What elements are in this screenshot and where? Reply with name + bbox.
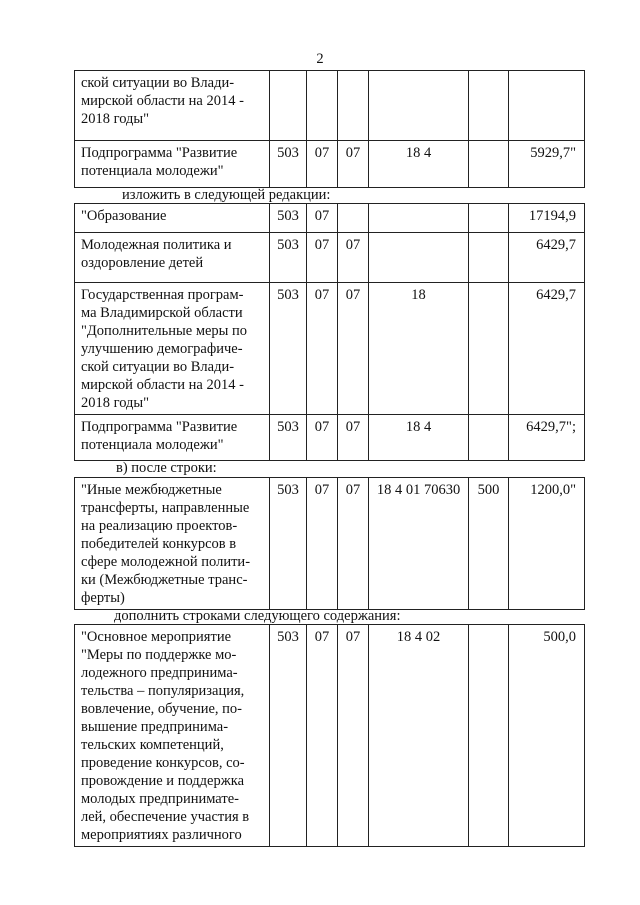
value-cell-c3: 07 [338, 415, 369, 461]
value-cell-sum: 6429,7 [509, 283, 585, 415]
table-row [75, 478, 585, 610]
value-cell-sum [509, 71, 585, 141]
row-label-cell: ской ситуации во Влади- мирской области на 2014 - 2018 годы" [75, 71, 270, 141]
budget-table-4 [74, 624, 585, 847]
value-cell-c2: 07 [307, 283, 338, 415]
value-cell-c1: 503 [270, 625, 307, 847]
value-cell-c3: 07 [338, 625, 369, 847]
value-cell-c5 [469, 204, 509, 233]
row-label-cell: Подпрограмма "Развитие потенциала молодежи" [75, 141, 270, 188]
value-cell-sum: 6429,7"; [509, 415, 585, 461]
value-cell-c4: 18 4 [369, 141, 469, 188]
value-cell-c1: 503 [270, 415, 307, 461]
value-cell-c3 [338, 204, 369, 233]
value-cell-c3 [338, 71, 369, 141]
value-cell-c5 [469, 283, 509, 415]
value-cell-c1: 503 [270, 204, 307, 233]
row-label-cell: Государственная програм- ма Владимирской области "Дополнительные меры по улучшению демографиче- ской ситуации во Влади- мирской области на 2014 - 2018 годы" [75, 283, 270, 415]
row-label-cell: "Образование [75, 204, 270, 233]
value-cell-c4 [369, 204, 469, 233]
value-cell-c2: 07 [307, 625, 338, 847]
value-cell-c2 [307, 71, 338, 141]
value-cell-c2: 07 [307, 141, 338, 188]
table-row [75, 233, 585, 283]
value-cell-c5 [469, 415, 509, 461]
value-cell-sum: 17194,9 [509, 204, 585, 233]
value-cell-c5 [469, 625, 509, 847]
value-cell-sum: 500,0 [509, 625, 585, 847]
table-row [75, 283, 585, 415]
value-cell-c1: 503 [270, 478, 307, 610]
table-row [75, 71, 585, 141]
instruction-line-1: изложить в следующей редакции: [122, 187, 331, 203]
value-cell-c2: 07 [307, 478, 338, 610]
budget-table-1 [74, 70, 585, 188]
value-cell-c3: 07 [338, 478, 369, 610]
table-row [75, 141, 585, 188]
row-label-cell: Подпрограмма "Развитие потенциала молодежи" [75, 415, 270, 461]
table-row [75, 415, 585, 461]
value-cell-c4: 18 4 01 70630 [369, 478, 469, 610]
value-cell-c1: 503 [270, 141, 307, 188]
value-cell-sum: 1200,0" [509, 478, 585, 610]
table-row [75, 204, 585, 233]
value-cell-sum: 6429,7 [509, 233, 585, 283]
value-cell-c2: 07 [307, 415, 338, 461]
page-number: 2 [316, 51, 324, 67]
row-label-cell: "Основное мероприятие "Меры по поддержке мо- лодежного предпринима- тельства – популяризация, вовлечение, обучение, по- вышение предпринима- тельских компетенций, проведение конкурсов, со- провождение и поддержка молодых предпринимате- лей, обеспечение участия в мероприятиях различного [75, 625, 270, 847]
value-cell-c1: 503 [270, 283, 307, 415]
value-cell-c4: 18 4 [369, 415, 469, 461]
instruction-line-3: дополнить строками следующего содержания: [114, 608, 401, 624]
value-cell-c1 [270, 71, 307, 141]
value-cell-c2: 07 [307, 204, 338, 233]
row-label-cell: Молодежная политика и оздоровление детей [75, 233, 270, 283]
instruction-line-2: в) после строки: [116, 460, 217, 476]
value-cell-c2: 07 [307, 233, 338, 283]
value-cell-sum: 5929,7" [509, 141, 585, 188]
budget-table-2 [74, 203, 585, 461]
value-cell-c5 [469, 233, 509, 283]
value-cell-c3: 07 [338, 283, 369, 415]
table-row [75, 625, 585, 847]
value-cell-c4: 18 [369, 283, 469, 415]
value-cell-c1: 503 [270, 233, 307, 283]
value-cell-c3: 07 [338, 141, 369, 188]
value-cell-c5 [469, 141, 509, 188]
row-label-cell: "Иные межбюджетные трансферты, направленные на реализацию проектов- победителей конкурсов в сфере молодежной полити- ки (Межбюджетные транс- ферты) [75, 478, 270, 610]
value-cell-c3: 07 [338, 233, 369, 283]
budget-table-3 [74, 477, 585, 610]
value-cell-c4 [369, 71, 469, 141]
value-cell-c5 [469, 71, 509, 141]
value-cell-c4 [369, 233, 469, 283]
value-cell-c5: 500 [469, 478, 509, 610]
value-cell-c4: 18 4 02 [369, 625, 469, 847]
